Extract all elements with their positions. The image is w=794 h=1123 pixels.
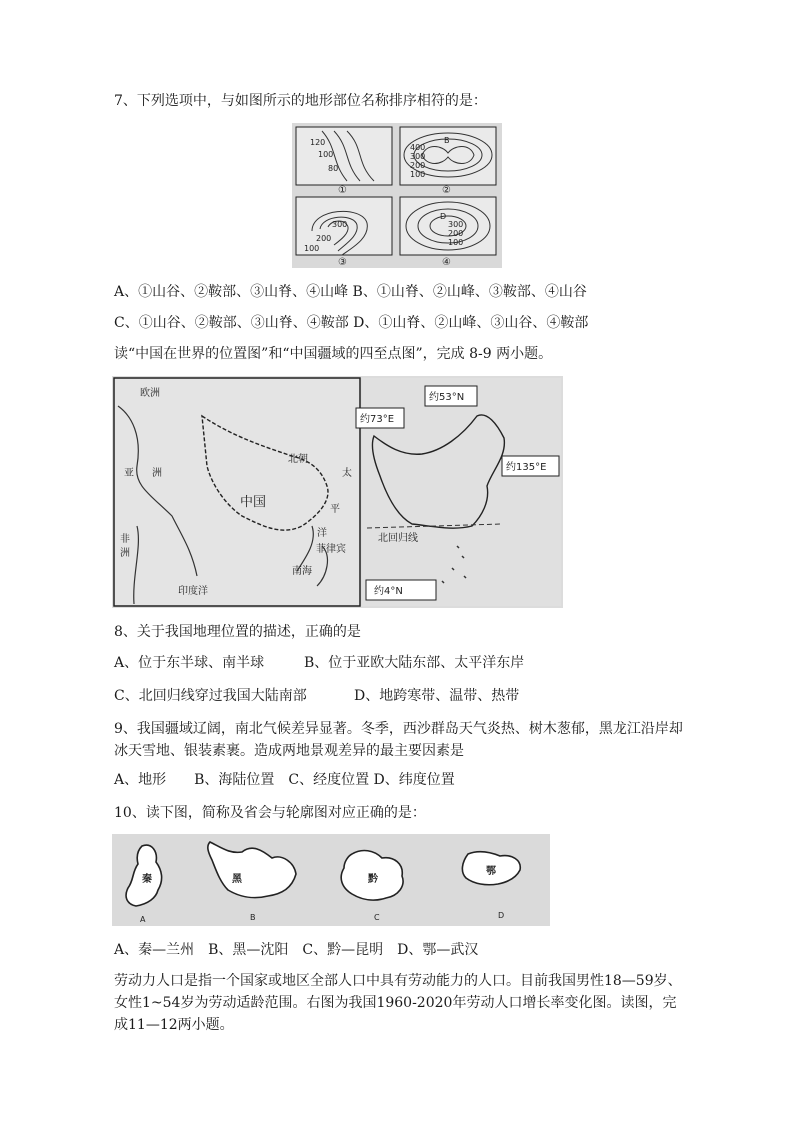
world-map-frame: [114, 378, 360, 606]
label-china: 中国: [240, 495, 267, 510]
q9-stem: 9、我国疆域辽阔，南北气候差异显著。冬季，西沙群岛天气炎热、树木葱郁，黑龙江沿岸却冰天雪地、银装素裹。造成两地景观差异的最主要因素是: [114, 721, 683, 759]
label-pacific-3: 洋: [317, 528, 327, 539]
q10-options: A、秦—兰州 B、黑—沈阳 C、黔—昆明 D、鄂—武汉: [114, 942, 479, 958]
contour-label: 300: [332, 220, 348, 229]
contour-label: 200: [316, 234, 332, 243]
q7-options-line-1: A、①山谷、②鞍部、③山脊、④山峰 B、①山脊、②山峰、③鞍部、④山谷: [114, 284, 587, 300]
province-letter-a: A: [140, 915, 146, 924]
label-indian-ocean: 印度洋: [178, 586, 208, 597]
label-africa-1: 非: [120, 534, 130, 545]
label-pacific-2: 平: [330, 504, 340, 515]
q8-option-c: C、北回归线穿过我国大陆南部: [114, 688, 307, 704]
contour-label: 300: [448, 220, 464, 229]
q8-option-b: B、位于亚欧大陆东部、太平洋东岸: [304, 655, 525, 671]
contour-label: 400: [410, 143, 426, 152]
label-north-extreme: 约53°N: [429, 392, 465, 403]
province-char-a: 秦: [142, 874, 152, 885]
label-south-sea: 南海: [292, 566, 312, 577]
label-east-extreme: 约135°E: [506, 462, 547, 473]
panel-label: ①: [338, 185, 347, 196]
intro-11-12: 劳动力人口是指一个国家或地区全部人口中具有劳动能力的人口。目前我国男性18—59岁、女性1~54岁为劳动适龄范围。右图为我国1960-2020年劳动人口增长率变化图。读图，完成11—12两小题。: [114, 973, 682, 1033]
contour-label: 200: [410, 161, 426, 170]
province-letter-b: B: [250, 913, 256, 922]
contour-label: 100: [318, 150, 334, 159]
label-asia-2: 洲: [152, 468, 162, 479]
contour-label: 80: [328, 164, 339, 173]
label-philippines: 菲律宾: [316, 544, 346, 555]
contour-label: 200: [448, 229, 464, 238]
panel-label: ②: [442, 185, 451, 196]
contour-figure-svg: [292, 123, 502, 268]
province-char-b: 黑: [232, 874, 242, 885]
point-label: B: [444, 136, 450, 145]
q8-option-a: A、位于东半球、南半球: [114, 655, 265, 671]
contour-label: 120: [310, 138, 326, 147]
label-tropic: 北回归线: [378, 533, 418, 544]
label-south-extreme: 约4°N: [374, 586, 403, 597]
q7-stem: 7、下列选项中，与如图所示的地形部位名称排序相符的是：: [114, 93, 487, 109]
province-char-c: 黔: [368, 874, 378, 885]
label-west-extreme: 约73°E: [360, 414, 395, 425]
china-location-maps: [112, 376, 563, 608]
intro-8-9: 读“中国在世界的位置图”和“中国疆域的四至点图”，完成 8-9 两小题。: [114, 346, 553, 362]
contour-label: 100: [304, 244, 320, 253]
q8-option-d: D、地跨寒带、温带、热带: [354, 688, 520, 704]
label-pacific-1: 太: [342, 468, 352, 479]
province-outlines-svg: [112, 834, 550, 926]
contour-figure: [292, 123, 502, 268]
panel-label: ④: [442, 257, 451, 268]
q10-stem: 10、读下图，简称及省会与轮廓图对应正确的是：: [114, 805, 426, 821]
province-letter-c: C: [374, 913, 380, 922]
point-label: D: [440, 212, 447, 221]
contour-label: 100: [410, 170, 426, 179]
label-africa-2: 洲: [120, 548, 130, 559]
label-europe: 欧洲: [140, 388, 160, 399]
label-asia-1: 亚: [124, 468, 134, 479]
province-outlines-figure: [112, 834, 550, 926]
q8-stem: 8、关于我国地理位置的描述，正确的是: [114, 624, 361, 640]
q9-options: A、地形 B、海陆位置 C、经度位置 D、纬度位置: [114, 772, 455, 788]
contour-label: 100: [448, 238, 464, 247]
contour-label: 300: [410, 152, 426, 161]
province-outline-b: [208, 842, 296, 898]
province-letter-d: D: [498, 911, 505, 920]
china-location-maps-svg: [112, 376, 563, 608]
label-north-korea: 北朝: [288, 454, 308, 465]
province-char-d: 鄂: [486, 866, 496, 877]
panel-label: ③: [338, 257, 347, 268]
q7-options-line-2: C、①山谷、②鞍部、③山脊、④鞍部 D、①山脊、②山峰、③山谷、④鞍部: [114, 315, 589, 331]
